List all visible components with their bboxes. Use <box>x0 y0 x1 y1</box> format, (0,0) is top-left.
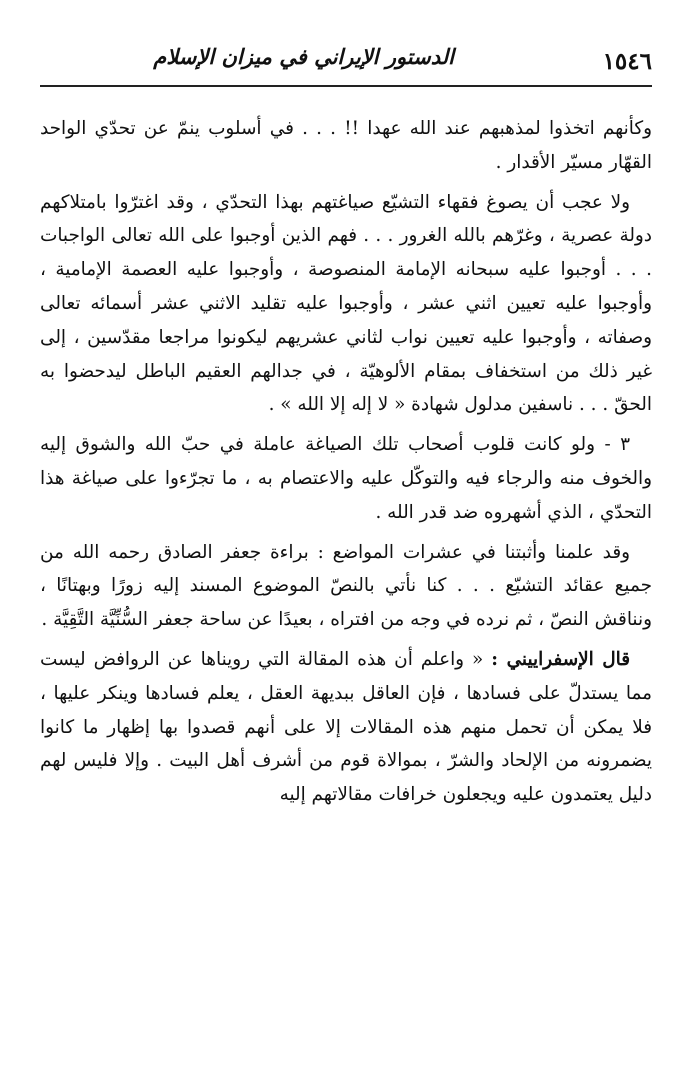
paragraph-2: ولا عجب أن يصوغ فقهاء التشيّع صياغتهم بهذا التحدّي ، وقد اغترّوا بامتلاكهم دولة عصرية ، وغرّهم بالله الغرور . . . فهم الذين أوجبوا على الله تعالى الواجبات . . . أوجبوا عليه سبحانه الإمامة المنصوصة ، وأوجبوا عليه العصمة الإمامية ، وأوجبوا عليه تعيين اثني عشر ، وأوجبوا عليه تقليد الاثني عشر أسمائه تعالى وصفاته ، وأوجبوا عليه تعيين نواب لثاني عشريهم ليكونوا مراجعا مقدّسين ، إلى غير ذلك من استخفاف بمقام الألوهيّة ، في جدالهم العقيم الباطل ليدحضوا به الحقّ . . . ناسفين مدلول شهادة « لا إله إلا الله » . <box>40 191 652 416</box>
paragraph-3: ٣ - ولو كانت قلوب أصحاب تلك الصياغة عاملة في حبّ الله والشوق إليه والخوف منه والرجاء فيه والتوكّل عليه والاعتصام به ، ما تجرّءوا على صياغة هذا التحدّي ، الذي أشهروه ضد قدر الله . <box>40 434 652 523</box>
quote-speaker: قال الإسفراييني : <box>491 648 630 670</box>
page-number: ١٥٤٦ <box>602 48 652 75</box>
quote-text: « واعلم أن هذه المقالة التي رويناها عن الروافض ليست مما يستدلّ على فسادها ، فإن العاقل ببديهة العقل ، يعلم فسادها وينكر عليها ، فلا يمكن أن تحمل منهم هذه المقالات إلا على أنهم قصدوا بها إظهار ما كانوا يضمرونه من الإلحاد والشرّ ، بموالاة قوم من أشرف أهل البيت . وإلا فليس لهم دليل يعتمدون عليه ويجعلون خرافات مقالاتهم إليه <box>40 648 652 806</box>
paragraph-4: وقد علمنا وأثبتنا في عشرات المواضع : براءة جعفر الصادق رحمه الله من جميع عقائد التشيّع . . . كنا نأتي بالنصّ الموضوع المسند إليه زورًا وبهتانًا ، ونناقش النصّ ، ثم نرده في وجه من افتراه ، بعيدًا عن ساحة جعفر السُّنِّيَّة التَّقِيَّة . <box>40 541 652 631</box>
paragraph-5 <box>40 643 652 812</box>
paragraph-1: وكأنهم اتخذوا لمذهبهم عند الله عهدا !! . . . في أسلوب ينمّ عن تحدّي الواحد القهّار مسيّر الأقدار . <box>40 118 652 173</box>
page-header <box>0 40 694 92</box>
body-text <box>40 112 652 818</box>
running-title: الدستور الإيراني في ميزان الإسلام <box>153 44 454 69</box>
header-rule <box>40 85 652 87</box>
